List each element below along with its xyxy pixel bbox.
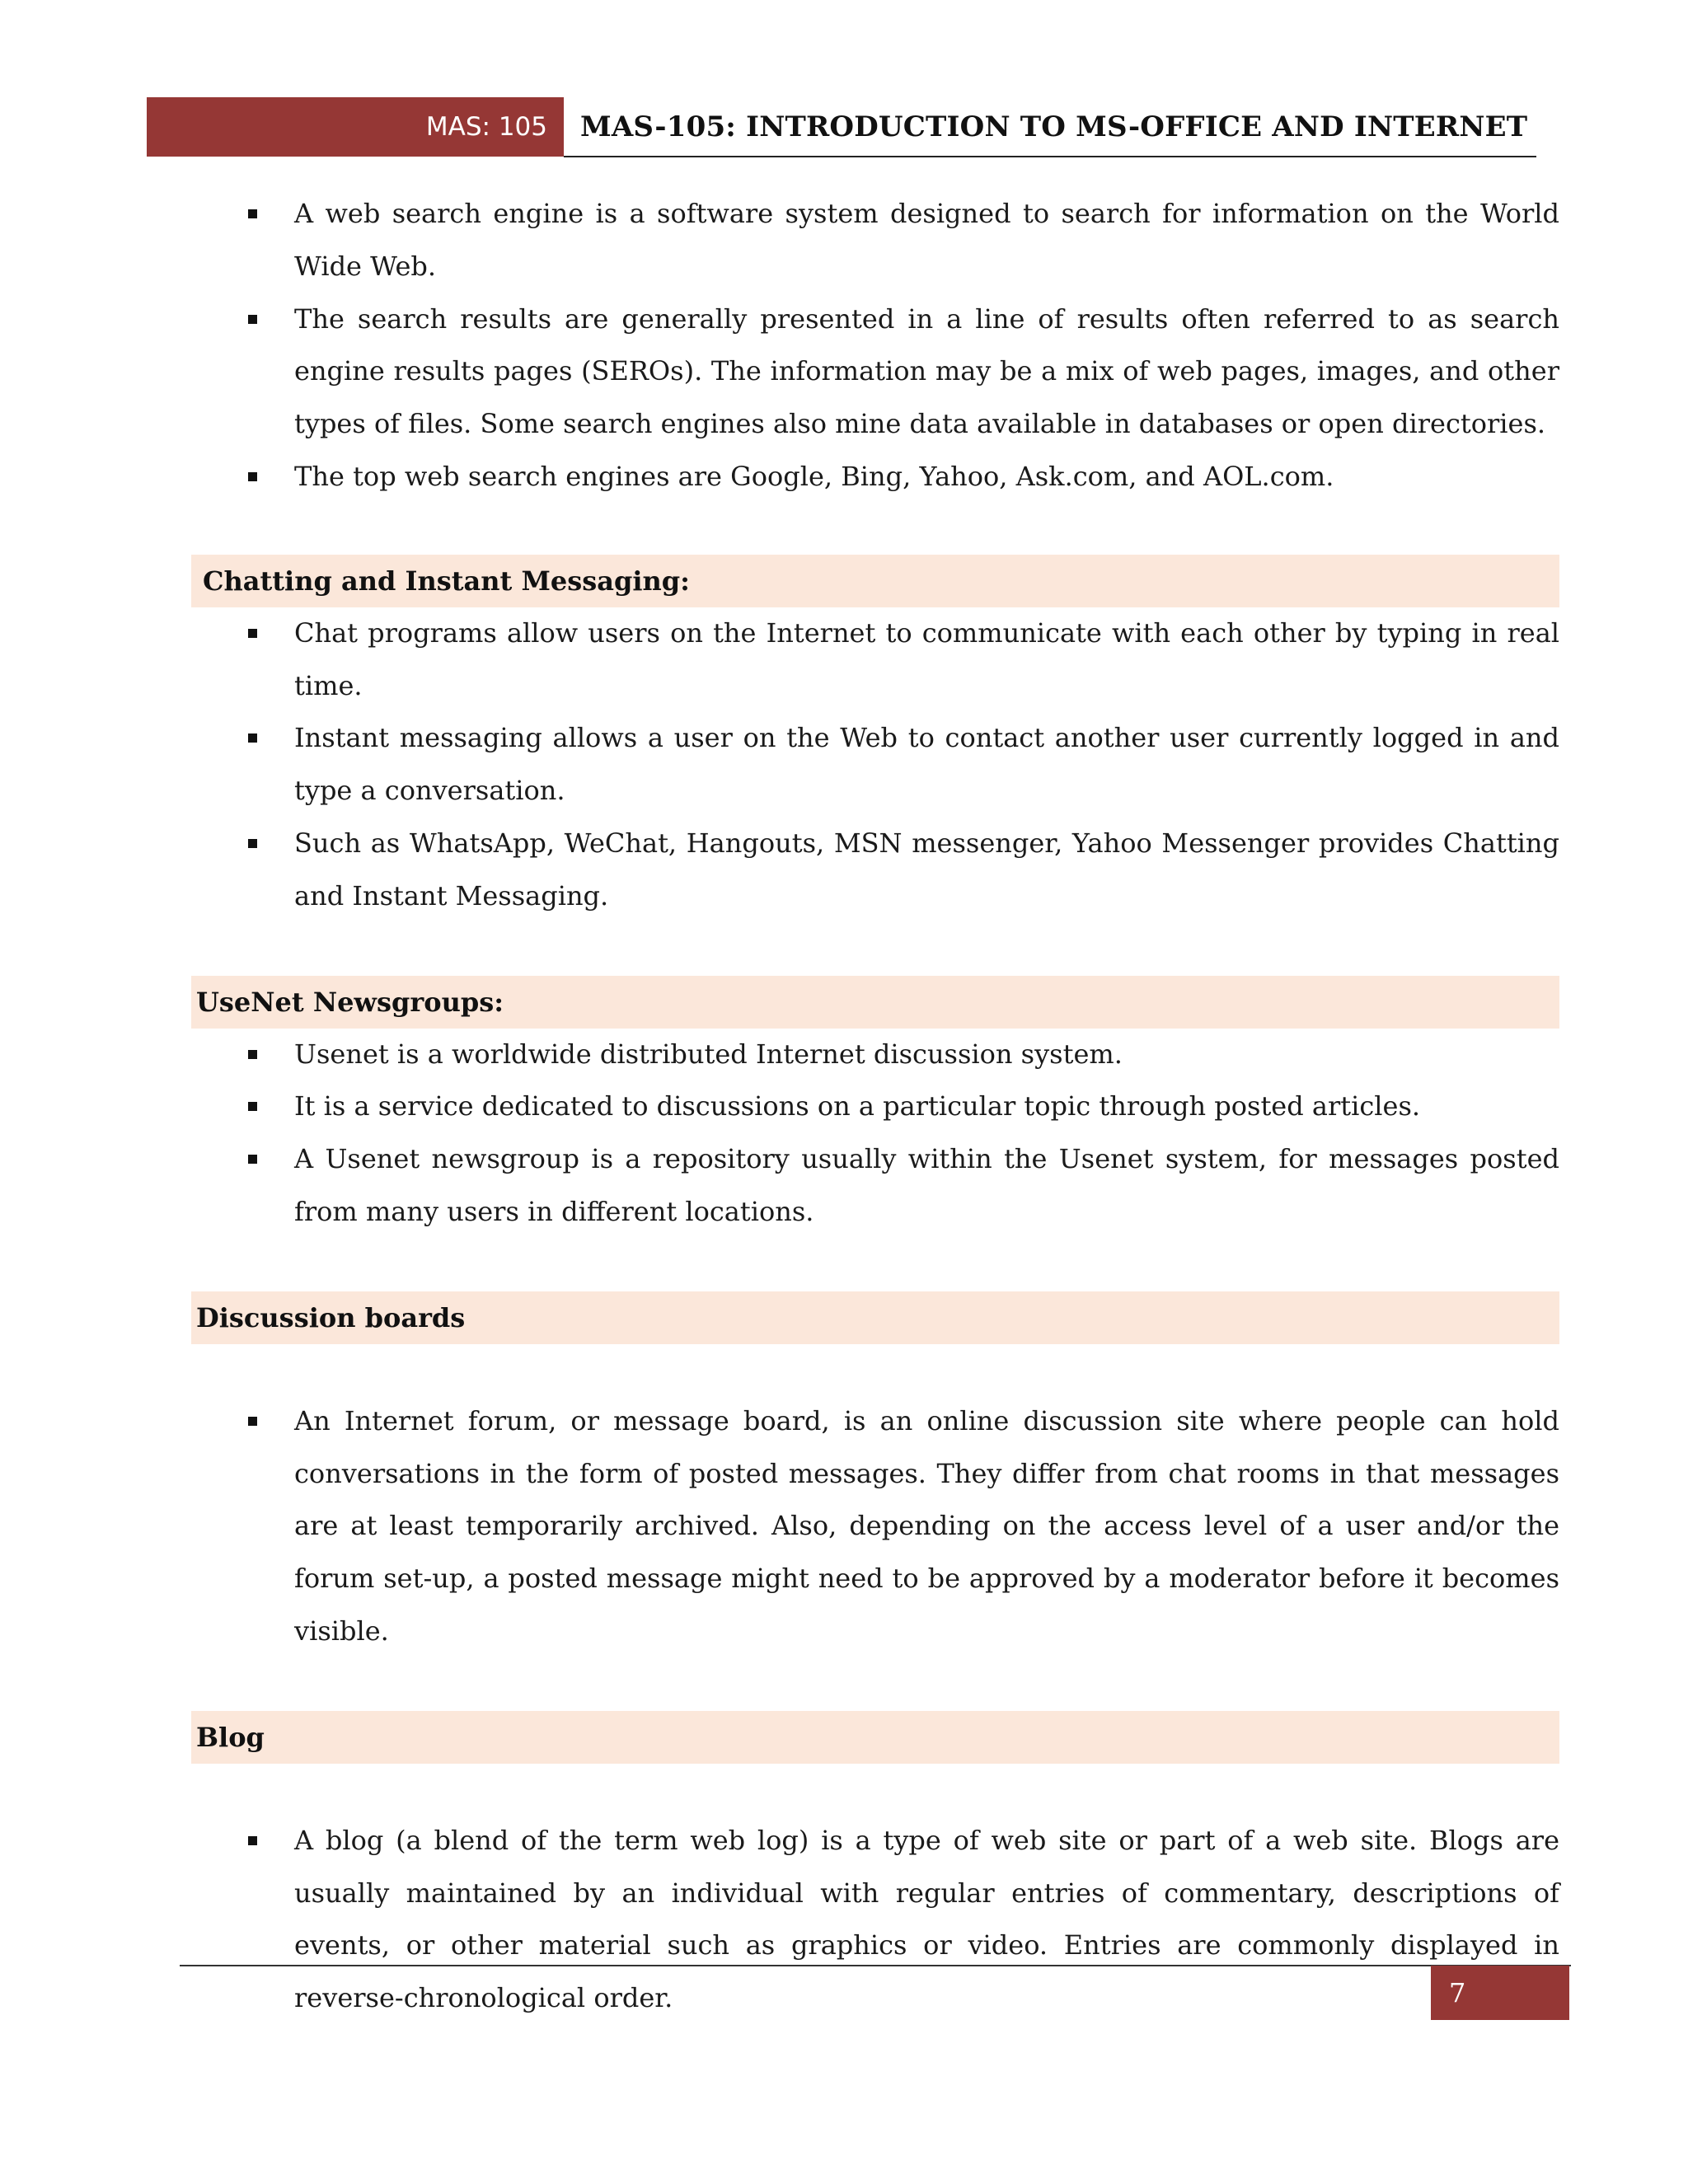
spacer	[191, 1764, 1559, 1815]
list-item	[294, 188, 1559, 293]
square-bullet-icon	[248, 1102, 257, 1111]
square-bullet-icon	[248, 1417, 257, 1426]
square-bullet-icon	[248, 1836, 257, 1845]
list-item-text: A blog (a blend of the term web log) is a type of web site or part of a web site. Blogs are usually maintained by an individual with regular entries of commentary, descriptions of events, or other material such as graphics or video. Entries are commonly displayed in reverse-chronological order.	[294, 1824, 1559, 2014]
blog-bullet-list	[191, 1815, 1559, 2025]
list-item	[294, 293, 1559, 451]
page-number: 7	[1449, 1977, 1466, 2008]
list-item	[294, 712, 1559, 818]
list-item	[294, 1133, 1559, 1239]
chatting-bullet-list	[191, 607, 1559, 923]
usenet-bullet-list	[191, 1029, 1559, 1239]
square-bullet-icon	[248, 315, 257, 324]
intro-bullet-list	[191, 188, 1559, 504]
list-item-text: Instant messaging allows a user on the Web to contact another user currently logged in and type a conversation.	[294, 722, 1559, 807]
square-bullet-icon	[248, 733, 257, 743]
section-heading-blog: Blog	[191, 1711, 1559, 1764]
square-bullet-icon	[248, 1050, 257, 1059]
spacer	[191, 1658, 1559, 1711]
list-item	[294, 451, 1559, 504]
header-divider	[564, 156, 1536, 157]
spacer	[191, 504, 1559, 555]
list-item	[294, 1080, 1559, 1133]
list-item	[294, 818, 1559, 923]
course-code: MAS: 105	[425, 112, 547, 142]
section-heading-discussion-boards: Discussion boards	[191, 1291, 1559, 1344]
footer-divider	[180, 1965, 1571, 1966]
page-number-badge	[1431, 1966, 1569, 2020]
square-bullet-icon	[248, 839, 257, 848]
section-heading-chatting: Chatting and Instant Messaging:	[191, 555, 1559, 607]
spacer	[191, 1344, 1559, 1395]
list-item-text: An Internet forum, or message board, is an online discussion site where people can hold conversations in the form of posted messages. They differ from chat rooms in that messages are at least temporarily archived. Also, depending on the access level of a user and/or the forum set-up, a posted message might need to be approved by a moderator before it becomes visible.	[294, 1404, 1559, 1647]
spacer	[191, 1239, 1559, 1291]
square-bullet-icon	[248, 629, 257, 638]
list-item	[294, 607, 1559, 713]
discussion-bullet-list	[191, 1395, 1559, 1658]
spacer	[191, 923, 1559, 976]
list-item-text: The search results are generally presented in a line of results often referred to as search engine results pages (SEROs). The information may be a mix of web pages, images, and other types of files. Some search engines also mine data available in databases or open directories.	[294, 302, 1559, 440]
list-item-text: Such as WhatsApp, WeChat, Hangouts, MSN messenger, Yahoo Messenger provides Chatting and Instant Messaging.	[294, 827, 1559, 912]
square-bullet-icon	[248, 1155, 257, 1164]
list-item-text: The top web search engines are Google, Bing, Yahoo, Ask.com, and AOL.com.	[294, 460, 1334, 492]
section-heading-usenet: UseNet Newsgroups:	[191, 976, 1559, 1029]
list-item-text: A web search engine is a software system designed to search for information on the World Wide Web.	[294, 198, 1559, 282]
list-item	[294, 1029, 1559, 1081]
list-item-text: Chat programs allow users on the Internet to communicate with each other by typing in real time.	[294, 616, 1559, 701]
list-item-text: A Usenet newsgroup is a repository usually within the Usenet system, for messages posted from many users in different locations.	[294, 1143, 1559, 1227]
document-title: MAS-105: INTRODUCTION TO MS-OFFICE AND INTERNET	[580, 110, 1528, 143]
list-item-text: It is a service dedicated to discussions on a particular topic through posted articles.	[294, 1090, 1421, 1122]
page-header	[147, 97, 1536, 157]
course-code-badge	[147, 97, 564, 157]
list-item	[294, 1815, 1559, 2025]
square-bullet-icon	[248, 472, 257, 481]
page-content	[191, 188, 1559, 2025]
list-item-text: Usenet is a worldwide distributed Internet discussion system.	[294, 1038, 1123, 1070]
list-item	[294, 1395, 1559, 1658]
square-bullet-icon	[248, 209, 257, 218]
